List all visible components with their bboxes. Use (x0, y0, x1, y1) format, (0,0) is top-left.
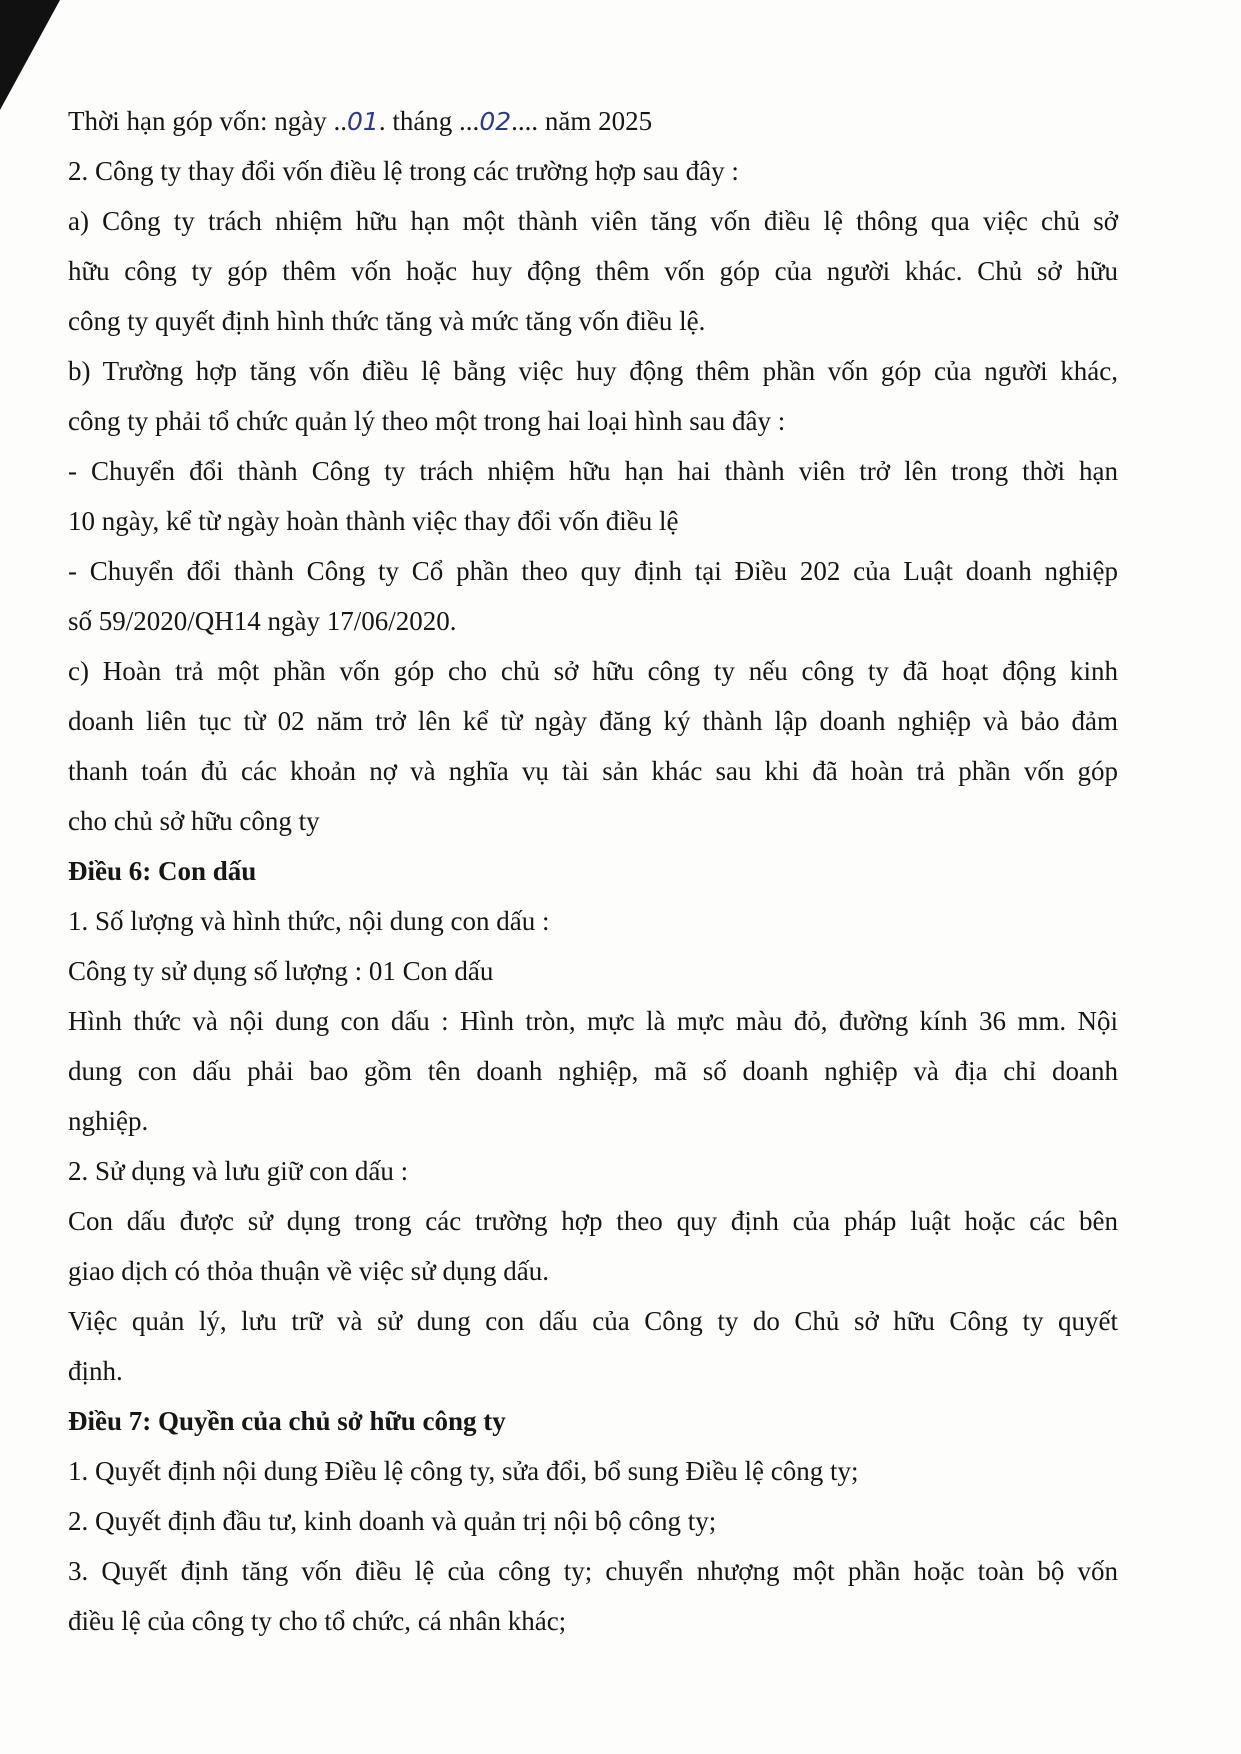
clause-2b-dash2-line: số 59/2020/QH14 ngày 17/06/2020. (68, 606, 457, 636)
capital-term-line (68, 96, 1118, 146)
handwritten-day: 01 (347, 107, 379, 136)
article-7-item: 3. Quyết định tăng vốn điều lệ của công ty; chuyển nhượng một phần hoặc toàn bộ vốn (68, 1556, 1118, 1586)
clause-2b-dash1-line: 10 ngày, kể từ ngày hoàn thành việc thay đổi vốn điều lệ (68, 506, 679, 536)
clause-2b-dash1-line: - Chuyển đổi thành Công ty trách nhiệm hữu hạn hai thành viên trở lên trong thời hạn (68, 456, 1118, 486)
article-6-1-form-line: nghiệp. (68, 1106, 149, 1136)
article-6-heading: Điều 6: Con dấu (68, 856, 257, 886)
article-6-1-form-line: dung con dấu phải bao gồm tên doanh nghiệp, mã số doanh nghiệp và địa chỉ doanh (68, 1056, 1118, 1086)
article-7-item: điều lệ của công ty cho tổ chức, cá nhân khác; (68, 1606, 567, 1636)
clause-2c-line: thanh toán đủ các khoản nợ và nghĩa vụ tài sản khác sau khi đã hoàn trả phần vốn góp (68, 756, 1118, 786)
clause-2a-line: công ty quyết định hình thức tăng và mức tăng vốn điều lệ. (68, 306, 706, 336)
clause-2c-line: c) Hoàn trả một phần vốn góp cho chủ sở hữu công ty nếu công ty đã hoạt động kinh (68, 656, 1118, 686)
capital-term-prefix: Thời hạn góp vốn: ngày .. (68, 106, 347, 136)
article-6-1-title: 1. Số lượng và hình thức, nội dung con dấu : (68, 906, 550, 936)
clause-2a-line: hữu công ty góp thêm vốn hoặc huy động thêm vốn góp của người khác. Chủ sở hữu (68, 256, 1118, 286)
article-7-item: 2. Quyết định đầu tư, kinh doanh và quản trị nội bộ công ty; (68, 1506, 717, 1536)
capital-term-year: .... năm 2025 (511, 106, 653, 136)
handwritten-month: 02 (479, 107, 512, 136)
article-7-heading: Điều 7: Quyền của chủ sở hữu công ty (68, 1406, 506, 1436)
clause-2c-line: doanh liên tục từ 02 năm trở lên kể từ ngày đăng ký thành lập doanh nghiệp và bảo đảm (68, 706, 1118, 736)
scan-corner-shadow (0, 0, 60, 110)
clause-2b-line: b) Trường hợp tăng vốn điều lệ bằng việc huy động thêm phần vốn góp của người khác, (68, 356, 1118, 386)
article-6-2-manage-line: định. (68, 1356, 123, 1386)
article-6-1-quantity: Công ty sử dụng số lượng : 01 Con dấu (68, 956, 494, 986)
article-6-1-form-line: Hình thức và nội dung con dấu : Hình tròn, mực là mực màu đỏ, đường kính 36 mm. Nội (68, 1006, 1118, 1036)
clause-2b-dash2-line: - Chuyển đổi thành Công ty Cổ phần theo quy định tại Điều 202 của Luật doanh nghiệp (68, 556, 1118, 586)
clause-2a-line: a) Công ty trách nhiệm hữu hạn một thành viên tăng vốn điều lệ thông qua việc chủ sở (68, 206, 1118, 236)
article-6-2-manage-line: Việc quản lý, lưu trữ và sử dung con dấu của Công ty do Chủ sở hữu Công ty quyết (68, 1306, 1118, 1336)
document-body (68, 96, 1118, 1646)
clause-2b-line: công ty phải tổ chức quản lý theo một trong hai loại hình sau đây : (68, 406, 786, 436)
article-6-2-use-line: Con dấu được sử dụng trong các trường hợp theo quy định của pháp luật hoặc các bên (68, 1206, 1118, 1236)
capital-term-month-label: . tháng ... (378, 106, 480, 136)
article-6-2-title: 2. Sử dụng và lưu giữ con dấu : (68, 1156, 409, 1186)
article-6-2-use-line: giao dịch có thỏa thuận về việc sử dụng dấu. (68, 1256, 550, 1286)
clause-2-title: 2. Công ty thay đổi vốn điều lệ trong các trường hợp sau đây : (68, 156, 739, 186)
clause-2c-line: cho chủ sở hữu công ty (68, 806, 320, 836)
article-7-item: 1. Quyết định nội dung Điều lệ công ty, sửa đổi, bổ sung Điều lệ công ty; (68, 1456, 859, 1486)
